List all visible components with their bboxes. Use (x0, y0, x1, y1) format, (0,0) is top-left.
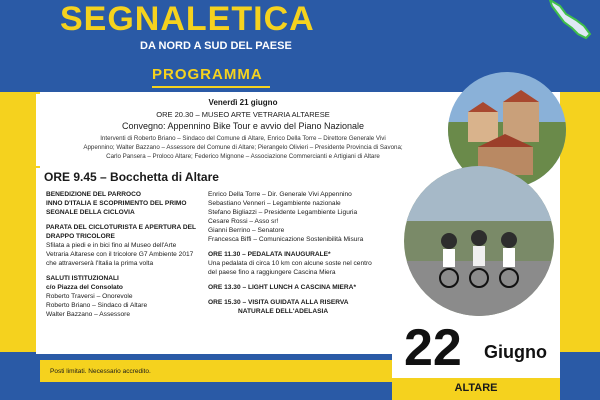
item-text: Sfilata a piedi e in bici fino al Museo dell'Arte (46, 242, 177, 249)
speaker-line: Interventi di Roberto Briano – Sindaco del Comune di Altare, Enrico Della Torre – Direttore Generale Vivi (100, 135, 386, 142)
italy-map-icon (520, 0, 600, 40)
item-heading: SEGNALE DELLA CICLOVIA (46, 209, 135, 216)
event-month: Giugno (484, 342, 547, 362)
item-heading: ORE 13.30 – LIGHT LUNCH A CASCINA MIERA* (208, 284, 357, 291)
item-heading: NATURALE DELL'ADELASIA (238, 308, 329, 315)
speaker-line: Gianni Berrino – Senatore (208, 227, 285, 234)
program-item (208, 250, 408, 277)
speaker-line: Francesca Biffi – Comunicazione Sostenibilità Misura (208, 236, 364, 243)
program-item (208, 298, 408, 316)
speaker-line: Appennino; Walter Bazzano – Assessore del Comune di Altare; Pierangelo Olivieri – Presidente Provincia di Savona; (83, 144, 403, 151)
speaker-line: Stefano Bigliazzi – Presidente Legambiente Liguria (208, 209, 358, 216)
right-accent (560, 92, 600, 362)
heading-underline (152, 86, 270, 88)
item-heading: ORE 11.30 – PEDALATA INAUGURALE* (208, 251, 331, 258)
friday-title: Convegno: Appennino Bike Tour e avvio del Piano Nazionale (121, 121, 364, 131)
friday-event (36, 94, 450, 166)
item-heading: DRAPPO TRICOLORE (46, 233, 115, 240)
friday-place: ORE 20.30 – MUSEO ARTE VETRARIA ALTARESE (156, 110, 330, 119)
speaker-line: Carlo Pansera – Proloco Altare; Federico Mignone – Associazione Commercianti e Artigiani di Altare (106, 153, 380, 160)
speaker-line: Sebastiano Venneri – Legambiente nazionale (208, 200, 341, 207)
speaker-line: Cesare Rossi – Asso sr! (208, 218, 279, 225)
item-text: Una pedalata di circa 10 km con alcune soste nel centro (208, 260, 372, 267)
right-column (208, 190, 408, 322)
friday-date: Venerdì 21 giugno (208, 98, 278, 107)
city-strip (392, 378, 560, 400)
speaker-line: Enrico Della Torre – Dir. Generale Vivi Appennino (208, 191, 352, 198)
saturday-time-heading: ORE 9.45 – Bocchetta di Altare (44, 170, 219, 184)
page-subtitle: DA NORD A SUD DEL PAESE (140, 40, 292, 52)
item-heading: ORE 15.30 – VISITA GUIDATA ALLA RISERVA (208, 299, 349, 306)
left-accent (0, 92, 40, 352)
item-text: Vetraria Altarese con il tricolore G7 Ambiente 2017 (46, 251, 194, 258)
speakers-list (208, 190, 408, 244)
saturday-program (36, 168, 450, 354)
cyclists-photo (404, 166, 554, 316)
event-city: ALTARE (454, 382, 498, 394)
friday-speakers (42, 134, 444, 161)
item-heading: PARATA DEL CICLOTURISTA E APERTURA DEL (46, 224, 197, 231)
item-heading: BENEDIZIONE DEL PARROCO (46, 191, 142, 198)
registration-note: Posti limitati. Necessario accredito. (50, 368, 151, 375)
item-text: Roberto Briano – Sindaco di Altare (46, 302, 148, 309)
item-text: Roberto Traversi – Onorevole (46, 293, 133, 300)
item-heading: c/o Piazza del Consolato (46, 284, 123, 291)
item-heading: SALUTI ISTITUZIONALI (46, 275, 119, 282)
item-text: Walter Bazzano – Assessore (46, 311, 131, 318)
event-day: 22 (404, 319, 462, 377)
program-item (208, 283, 408, 292)
item-text: del paese fino a raggiungere Cascina Miera (208, 269, 336, 276)
page-title: SEGNALETICA (60, 0, 315, 38)
item-text: che attraverserà l'Italia la prima volta (46, 260, 154, 267)
item-heading: INNO D'ITALIA E SCOPRIMENTO DEL PRIMO (46, 200, 187, 207)
section-heading: PROGRAMMA (152, 66, 263, 83)
